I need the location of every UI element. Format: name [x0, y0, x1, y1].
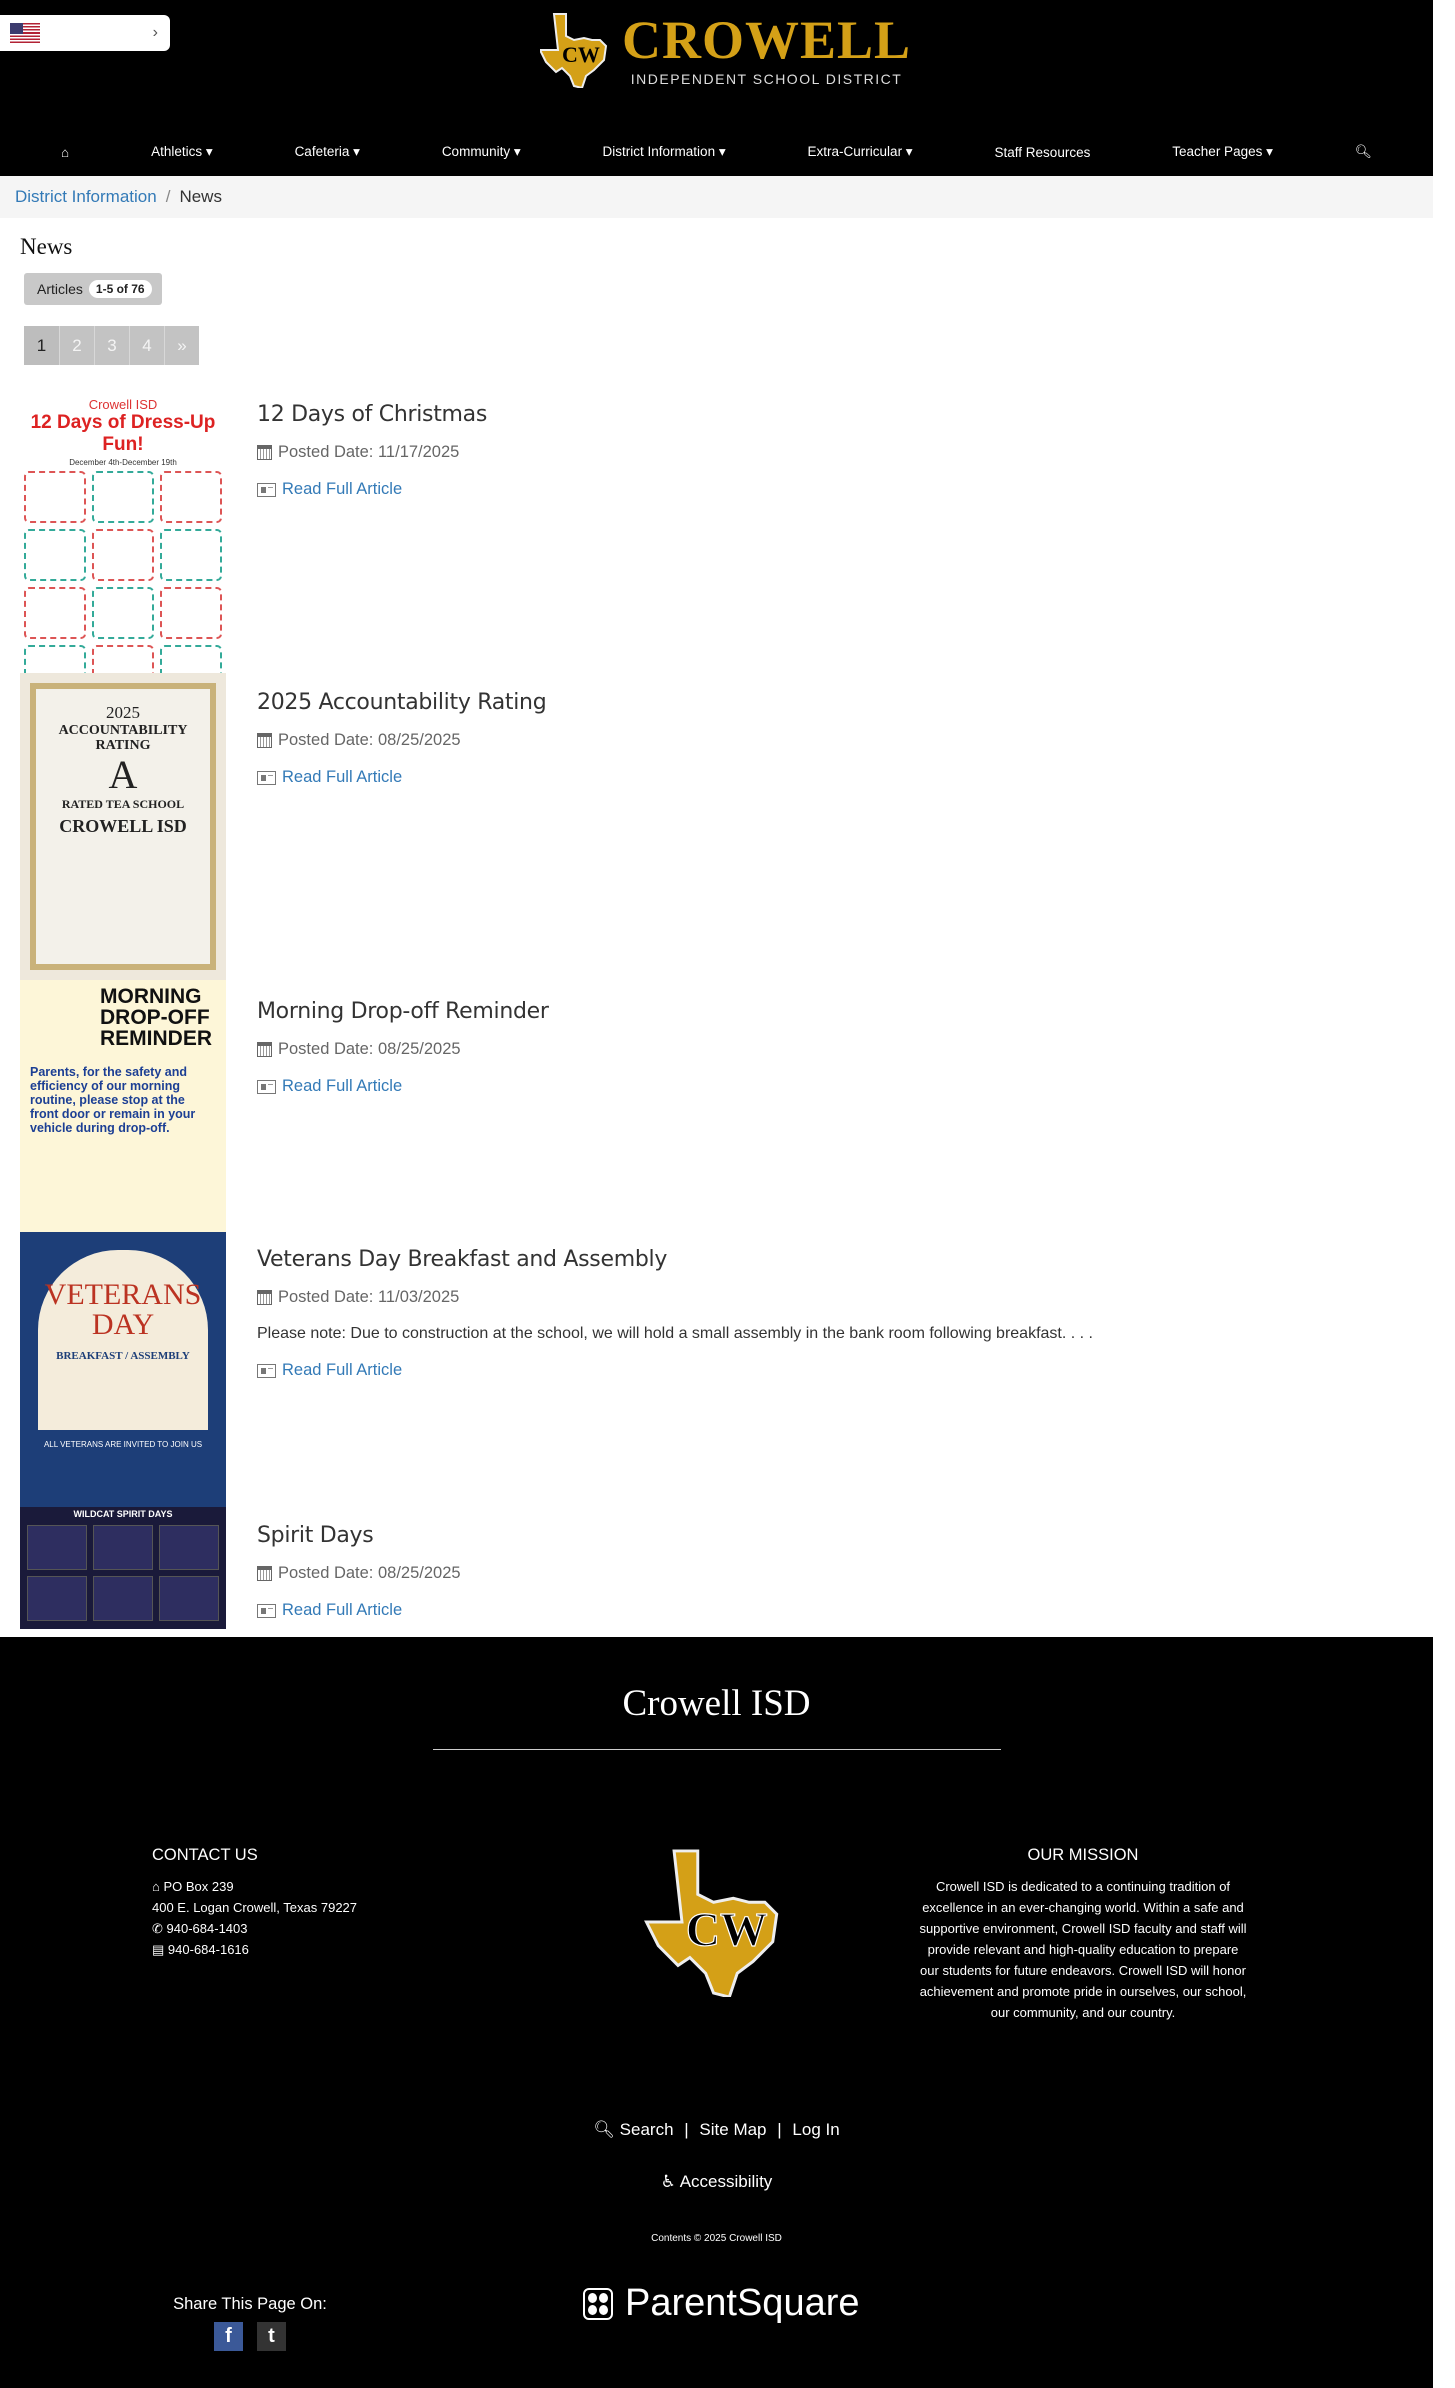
mission-text: Crowell ISD is dedicated to a continuing tradition of excellence in an ever-changing world. Within a safe and supportive environment, Crowell ISD faculty and staff will provide relevant and high-quality education to prepare our students for future endeavors. Crowell ISD will honor achievement and promote pride in ourselves, our school, our community, and our country.: [919, 1879, 1247, 2020]
nav-cafeteria[interactable]: Cafeteria ▾: [294, 144, 360, 159]
nav-extra-curricular[interactable]: Extra-Curricular ▾: [807, 144, 913, 159]
article-title[interactable]: 2025 Accountability Rating: [257, 690, 547, 715]
brand-subtitle: INDEPENDENT SCHOOL DISTRICT: [630, 71, 903, 87]
mission-section: [918, 1845, 1248, 2023]
articles-count-badge: [24, 273, 162, 305]
article-image-dropoff[interactable]: [20, 980, 226, 1232]
image-text: BREAKFAST / ASSEMBLY: [56, 1350, 190, 1362]
nav-community[interactable]: Community ▾: [441, 144, 521, 159]
accessibility-link[interactable]: [0, 2172, 1433, 2192]
image-text: 12 Days of Dress-Up Fun!: [30, 412, 216, 455]
page-title: News: [20, 234, 73, 259]
nav-athletics[interactable]: Athletics ▾: [151, 144, 213, 159]
nav-staff-resources[interactable]: Staff Resources: [994, 144, 1091, 160]
link-label: Read Full Article: [282, 1077, 403, 1095]
newspaper-icon: [257, 1080, 276, 1094]
svg-text:CW: CW: [685, 1904, 768, 1957]
share-label: Share This Page On:: [173, 2295, 327, 2313]
texas-cw-logo-icon: [540, 12, 612, 88]
nav-teacher-pages[interactable]: Teacher Pages ▾: [1172, 144, 1273, 159]
language-selector[interactable]: [0, 15, 170, 51]
page-next[interactable]: »: [164, 326, 199, 365]
image-text: A: [108, 752, 138, 797]
fax-icon: ▤: [152, 1942, 165, 1957]
contact-phone[interactable]: 940-684-1403: [166, 1921, 248, 1936]
calendar-icon: [257, 733, 272, 748]
search-icon[interactable]: 🔍︎: [1354, 144, 1372, 159]
main-nav: [0, 132, 1433, 172]
calendar-icon: [257, 1290, 272, 1305]
search-icon[interactable]: 🔍︎: [593, 2120, 615, 2139]
mission-heading: OUR MISSION: [1027, 1846, 1139, 1864]
contact-heading: CONTACT US: [152, 1846, 258, 1864]
contact-address: 400 E. Logan Crowell, Texas 79227: [152, 1900, 358, 1915]
image-text: MORNING DROP-OFF REMINDER: [100, 985, 213, 1050]
link-label: Read Full Article: [282, 1601, 403, 1619]
image-text: ACCOUNTABILITY RATING: [58, 723, 188, 753]
read-full-article-link[interactable]: [257, 768, 546, 787]
contact-section: [152, 1845, 357, 1960]
accessibility-label: Accessibility: [679, 2172, 773, 2191]
page-3[interactable]: 3: [94, 326, 129, 365]
breadcrumb-separator: /: [165, 187, 171, 206]
article-date: Posted Date: 08/25/2025: [278, 731, 461, 749]
newspaper-icon: [257, 771, 276, 785]
site-header: [0, 0, 1433, 176]
badge-count: 1-5 of 76: [89, 280, 152, 298]
image-text: ALL VETERANS ARE INVITED TO JOIN US: [43, 1440, 203, 1449]
article-title[interactable]: 12 Days of Christmas: [257, 402, 488, 427]
nav-district-information[interactable]: District Information ▾: [602, 144, 726, 159]
pagination: [24, 326, 199, 365]
link-label: Read Full Article: [282, 768, 403, 786]
us-flag-icon: [10, 23, 40, 43]
image-text: Parents, for the safety and efficiency of our morning routine, please stop at the front door or remain in your vehicle during drop-off.: [30, 1065, 196, 1135]
breadcrumb-current: News: [179, 187, 222, 206]
article-date: Posted Date: 08/25/2025: [278, 1564, 461, 1582]
page-1[interactable]: 1: [24, 326, 59, 365]
footer-search-link[interactable]: Search: [619, 2120, 674, 2139]
footer-divider: [433, 1749, 1001, 1750]
calendar-icon: [257, 1566, 272, 1581]
home-icon: ⌂: [152, 1879, 160, 1894]
article-image-christmas[interactable]: [20, 393, 226, 673]
read-full-article-link[interactable]: [257, 1601, 461, 1620]
link-separator: |: [684, 2120, 689, 2139]
article-item: [257, 690, 546, 787]
image-text: CROWELL ISD: [59, 816, 187, 836]
footer-sitemap-link[interactable]: Site Map: [699, 2120, 767, 2139]
contact-pobox: PO Box 239: [163, 1879, 234, 1894]
district-logo[interactable]: [540, 12, 911, 88]
breadcrumb: [0, 176, 1433, 218]
read-full-article-link[interactable]: [257, 1361, 1093, 1380]
breadcrumb-district-information[interactable]: District Information: [15, 187, 157, 206]
article-date: Posted Date: 11/03/2025: [278, 1288, 460, 1306]
phone-icon: ✆: [152, 1921, 163, 1936]
article-item: [257, 1523, 461, 1620]
footer-links: [0, 2120, 1433, 2140]
article-title[interactable]: Veterans Day Breakfast and Assembly: [257, 1247, 668, 1272]
chevron-right-icon: ›: [152, 24, 158, 41]
brand-title: CROWELL: [622, 10, 912, 70]
share-section: [160, 2295, 340, 2351]
facebook-icon[interactable]: f: [214, 2322, 243, 2351]
site-footer: [0, 1637, 1433, 2388]
badge-label: Articles: [37, 281, 83, 297]
footer-title: Crowell ISD: [622, 1683, 811, 1724]
article-title[interactable]: Morning Drop-off Reminder: [257, 999, 549, 1024]
link-label: Read Full Article: [282, 480, 403, 498]
home-icon[interactable]: ⌂: [60, 144, 70, 160]
article-title[interactable]: Spirit Days: [257, 1523, 374, 1548]
image-text: 2025: [106, 703, 140, 722]
read-full-article-link[interactable]: [257, 480, 487, 499]
article-excerpt: Please note: Due to construction at the school, we will hold a small assembly in the bank room following breakfast. . . .: [257, 1325, 1093, 1342]
article-image-veterans[interactable]: [20, 1232, 226, 1507]
parentsquare-label: ParentSquare: [625, 2282, 860, 2324]
page-4[interactable]: 4: [129, 326, 164, 365]
article-image-accountability[interactable]: [20, 673, 226, 980]
svg-text:CW: CW: [562, 42, 600, 67]
twitter-icon[interactable]: t: [257, 2322, 286, 2351]
contact-fax: 940-684-1616: [167, 1942, 249, 1957]
image-text: RATED TEA SCHOOL: [61, 797, 185, 811]
newspaper-icon: [257, 1364, 276, 1378]
article-item: [257, 999, 549, 1096]
image-text: VETERANS DAY: [44, 1278, 202, 1341]
newspaper-icon: [257, 483, 276, 497]
newspaper-icon: [257, 1604, 276, 1618]
parentsquare-icon: [583, 2288, 613, 2320]
read-full-article-link[interactable]: [257, 1077, 549, 1096]
parentsquare-link[interactable]: [583, 2282, 860, 2325]
link-separator: |: [777, 2120, 782, 2139]
article-image-spirit-days[interactable]: [20, 1507, 226, 1629]
image-text: WILDCAT SPIRIT DAYS: [73, 1509, 173, 1519]
image-text: December 4th-December 19th: [69, 458, 177, 467]
image-text: Crowell ISD: [88, 397, 158, 412]
calendar-icon: [257, 445, 272, 460]
accessibility-icon: ♿︎: [660, 2172, 676, 2191]
link-label: Read Full Article: [282, 1361, 403, 1379]
texas-cw-logo-icon: [640, 1847, 795, 1997]
article-item: [257, 402, 487, 499]
footer-login-link[interactable]: Log In: [792, 2120, 840, 2139]
article-item: [257, 1247, 1093, 1380]
article-date: Posted Date: 11/17/2025: [278, 443, 460, 461]
article-date: Posted Date: 08/25/2025: [278, 1040, 461, 1058]
copyright: Contents © 2025 Crowell ISD: [651, 2233, 782, 2244]
calendar-icon: [257, 1042, 272, 1057]
page-2[interactable]: 2: [59, 326, 94, 365]
